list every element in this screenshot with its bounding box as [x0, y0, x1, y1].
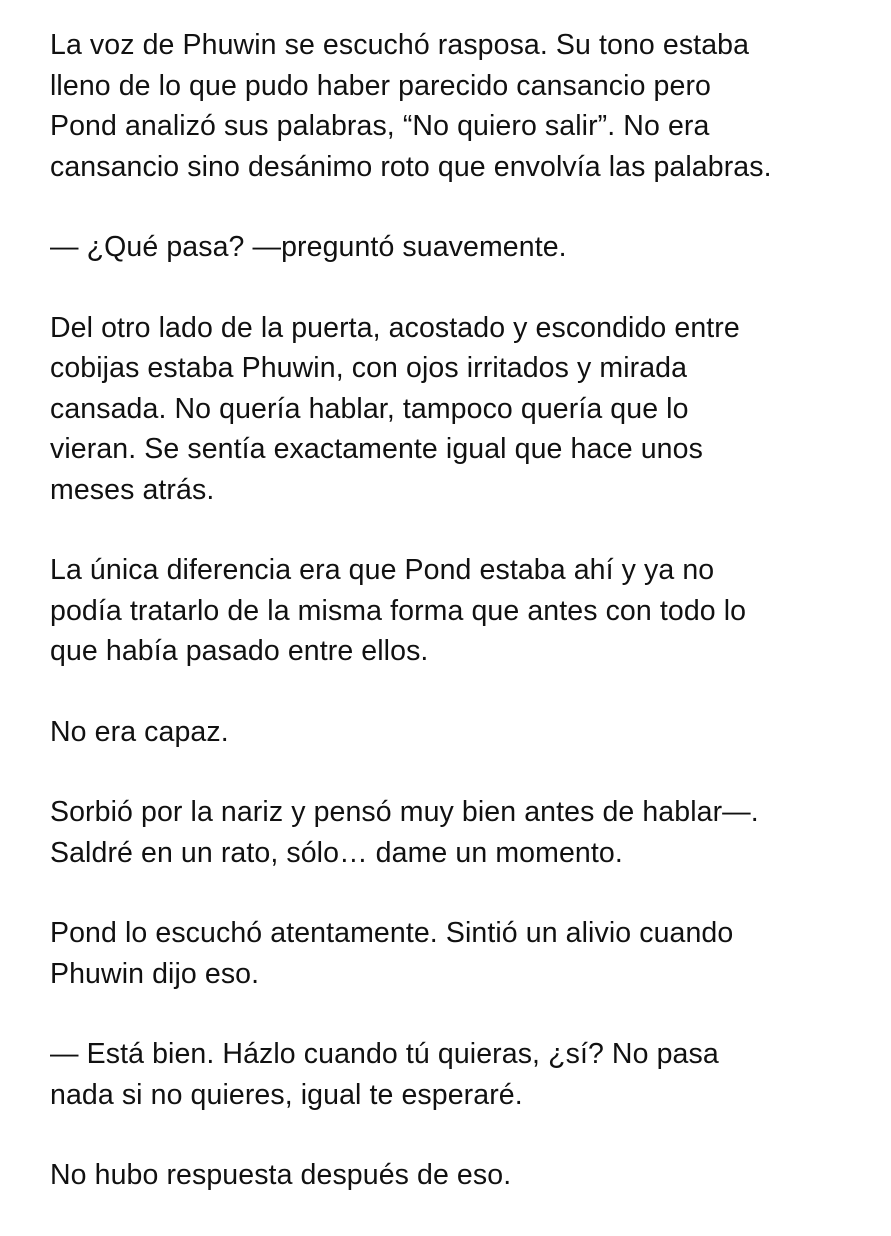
paragraph-5: [50, 712, 880, 753]
paragraph-9: [50, 1155, 880, 1196]
text-line: cansancio sino desánimo roto que envolvía las palabras.: [50, 150, 772, 183]
text-line: nada si no quieres, igual te esperaré.: [50, 1078, 523, 1111]
paragraph-1: [50, 25, 880, 187]
text-line: vieran. Se sentía exactamente igual que hace unos: [50, 433, 703, 465]
paragraph-8: [50, 1034, 880, 1115]
text-line: No hubo respuesta después de eso.: [50, 1159, 512, 1191]
text-line: — Está bien. Házlo cuando tú quieras, ¿sí? No pasa: [50, 1038, 719, 1070]
text-line: que había pasado entre ellos.: [50, 635, 429, 667]
text-line: La voz de Phuwin se escuchó rasposa. Su tono estaba: [50, 29, 750, 61]
text-line: Saldré en un rato, sólo… dame un momento.: [50, 836, 623, 869]
text-line: meses atrás.: [50, 473, 215, 506]
text-line: — ¿Qué pasa? —preguntó suavemente.: [50, 231, 567, 263]
paragraph-7: [50, 913, 880, 994]
text-line: cansada. No quería hablar, tampoco quería que lo: [50, 392, 689, 425]
paragraph-4: [50, 550, 880, 672]
text-line: Sorbió por la nariz y pensó muy bien antes de hablar—.: [50, 796, 759, 828]
text-line: podía tratarlo de la misma forma que antes con todo lo: [50, 594, 747, 627]
paragraph-3: [50, 308, 880, 511]
text-line: Phuwin dijo eso.: [50, 957, 260, 990]
text-line: Del otro lado de la puerta, acostado y escondido entre: [50, 311, 740, 344]
text-line: cobijas estaba Phuwin, con ojos irritados y mirada: [50, 352, 688, 384]
text-line: La única diferencia era que Pond estaba ahí y ya no: [50, 554, 715, 586]
text-line: No era capaz.: [50, 715, 229, 748]
paragraph-2: [50, 227, 880, 268]
text-line: lleno de lo que pudo haber parecido cansancio pero: [50, 69, 711, 102]
document-page: [50, 25, 880, 1236]
text-line: Pond lo escuchó atentamente. Sintió un alivio cuando: [50, 917, 734, 949]
text-line: Pond analizó sus palabras, “No quiero salir”. No era: [50, 110, 710, 142]
paragraph-6: [50, 792, 880, 873]
